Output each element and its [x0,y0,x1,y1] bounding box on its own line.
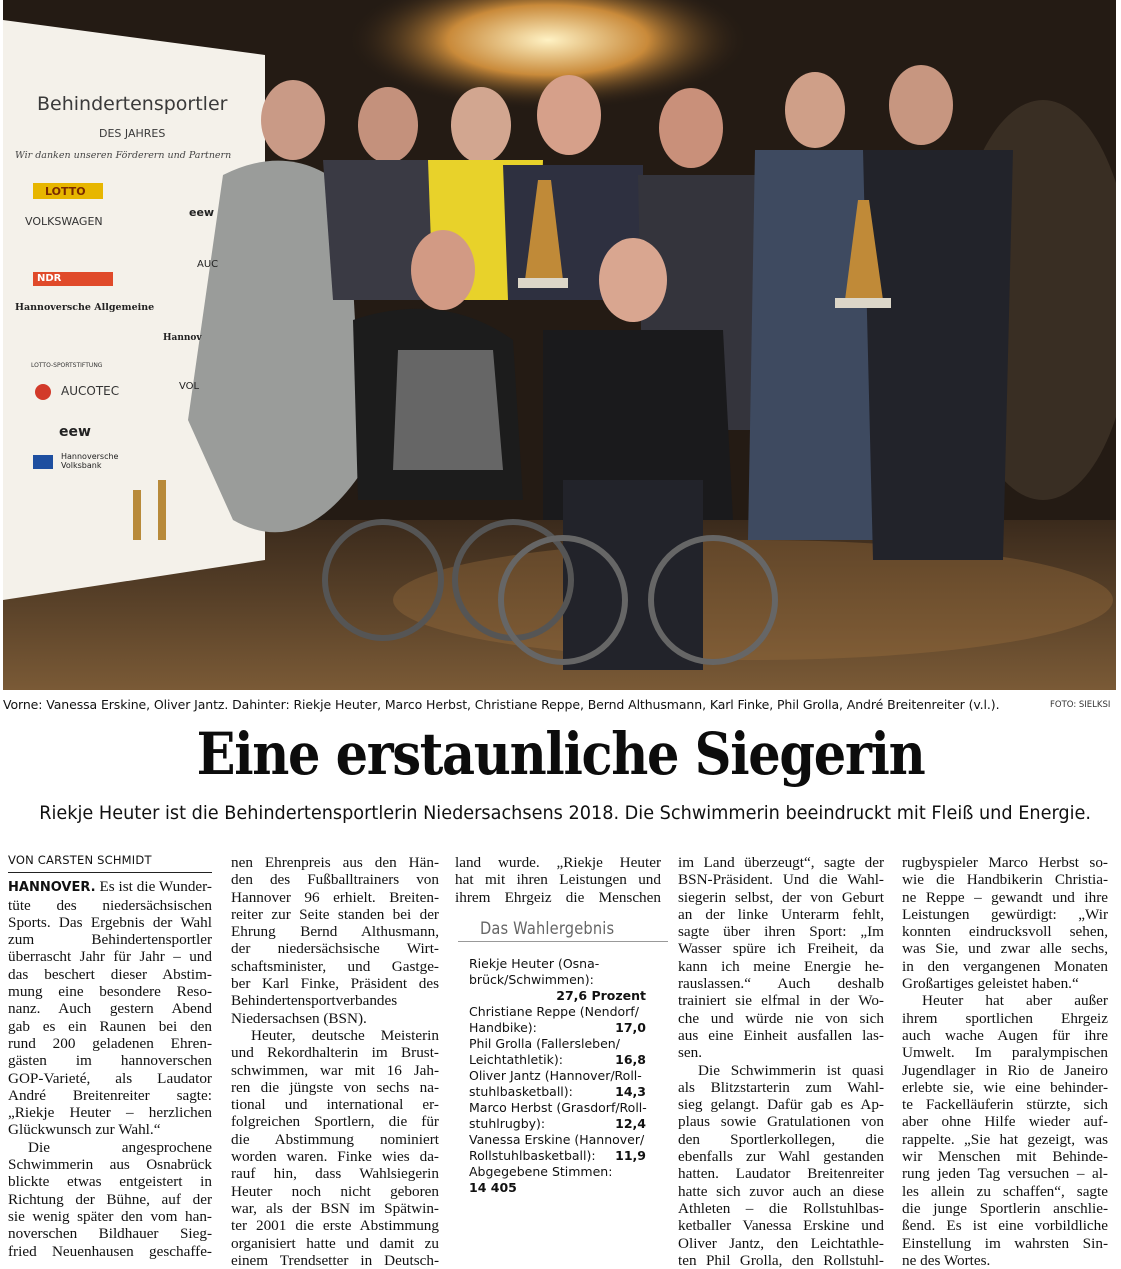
text-line: trainiert sie elfmal in der Wo- [678,992,884,1010]
text-line: folgreichen Sportlern, die für [231,1113,439,1131]
result-category: stuhlrugby): [469,1116,546,1131]
results-box [458,921,668,1196]
article-column-2 [231,854,439,1269]
text-line: nanz. Auch gestern Abend [8,1000,212,1018]
banner-subtitle: DES JAHRES [99,127,166,140]
text-line: überrascht Jahr für Jahr – und [8,948,212,966]
text-line: was Sie, und zwar alle sechs, [902,940,1108,958]
sponsor-logo-volksbank: Hannoversche Volksbank [61,452,119,470]
text-line: konnten eindrucksvoll sehen, [902,923,1108,941]
result-name-line: Oliver Jantz (Hannover/Roll- [469,1068,642,1083]
text-line: Jugendlager in Rio de Janeiro [902,1061,1108,1079]
byline-rule [8,872,212,873]
text-line: sie wenig später den vom han- [8,1207,212,1225]
text-line: blickte etwas entgeistert in [8,1173,212,1191]
sponsor-logo-eew: eew [59,424,91,440]
headline: Eine erstaunliche Siegerin [196,720,925,788]
text-line: Richtung der Bühne, auf der [8,1190,212,1208]
result-category: Handbike): [469,1020,537,1035]
sponsor-logo-hannov-right: Hannov [163,333,202,343]
votes-label: Abgegebene Stimmen: [469,1164,613,1179]
result-value: 27,6 Prozent [556,988,646,1003]
text-line: wie die Handbikerin Christia- [902,871,1108,889]
text-line: Großartiges geleistet haben.“ [902,975,1079,993]
text-line: den Sportlerkollegen, die [678,1130,884,1148]
sponsor-logo-vol-right: VOL [179,381,200,392]
text-line: ihrem Ehrgeiz die Menschen [455,888,661,906]
text-line: BSN-Präsident. Und die Wahl- [678,871,884,889]
text-line: siegerin selbst, der von Geburt [678,888,884,906]
text-line: rung jeden Tag versuchen – al- [902,1165,1108,1183]
sponsor-logo-aucotec: AUCOTEC [61,384,120,398]
result-category: brück/Schwimmen): [469,972,594,987]
text-line: sen. [678,1044,703,1062]
sponsor-logo-lotto: LOTTO [45,185,86,198]
result-name-line: Riekje Heuter (Osna- [469,956,600,971]
text-line: ketballer Vanessa Erskine und [678,1217,884,1235]
banner-tagline: Wir danken unseren Förderern und Partnern [15,150,232,161]
banner-title: Behindertensportler [37,93,228,115]
sponsor-logo-volkswagen: VOLKSWAGEN [25,215,103,228]
text-line: sieg gelangt. Dafür gab es Ap- [678,1096,884,1114]
text-line: Athleten – die Rollstuhlbas- [678,1199,884,1217]
subheadline: Riekje Heuter ist die Behindertensportlerin Niedersachsens 2018. Die Schwimmerin beeindruckt mit Fleiß und Energie. [39,802,1092,824]
result-name-line: Vanessa Erskine (Hannover/ [469,1132,645,1147]
text-line: Heuter noch nicht geboren [231,1182,439,1200]
text-line: Heuter, deutsche Meisterin [251,1026,439,1044]
text-line: gab es ein Raunen bei den [8,1017,212,1035]
text-line: ne des Wortes. [902,1251,991,1269]
votes-value: 14 405 [469,1180,517,1195]
result-detail-line [458,1116,668,1132]
text-line: an der linke Unterarm fehlt, [678,905,884,923]
text-line: Behindertensportverbandes [231,992,398,1010]
text-line: den des Fußballtrainers von [231,871,439,889]
text-line: Sports. Das Ergebnis der Wahl [8,913,212,931]
photo-credit: FOTO: SIELKSI [1050,700,1111,710]
text-line: Hannover 96 erhielt. Breiten- [231,888,439,906]
text-line: die Abstimmung nominiert [231,1130,439,1148]
text-line: hatten. Laudator Breitenreiter [678,1165,884,1183]
column-1-text [8,897,212,1260]
text-line: das beschert dieser Abstim- [8,965,212,983]
text-line: rauf hin, dass Wahlsiegerin [231,1165,439,1183]
text-line: Umwelt. Im paralympischen [902,1044,1108,1062]
text-line: ten Phil Grolla, den Rollstuhl- [678,1251,884,1269]
text-line: wir Menschen mit Behinde- [902,1148,1108,1166]
text-line: „Riekje Heuter – herzlichen [8,1104,212,1122]
column-4-text [678,854,884,1269]
text-line: Einstellung im wahrsten Sin- [902,1234,1108,1252]
result-value: 17,0 [615,1020,646,1035]
text-line: organisiert hatte und damit zu [231,1234,439,1252]
result-category: Leichtathletik): [469,1052,563,1067]
text-line: der niedersächsische Wirt- [231,940,439,958]
text-line: einem Trendsetter in Deutsch- [231,1251,439,1269]
text-line: die junge Sportlerin anschlie- [902,1199,1108,1217]
text-line: Heuter hat aber außer [922,992,1108,1010]
sponsor-logo-lotto-sportstiftung: LOTTO-SPORTSTIFTUNG [31,362,103,369]
photo-caption: Vorne: Vanessa Erskine, Oliver Jantz. Dahinter: Riekje Heuter, Marco Herbst, Christiane Reppe, Bernd Althusmann, Karl Finke, Phil Grolla, André Breitenreiter (v.l.). [3,697,1000,712]
text-line: ber Karl Finke, Präsident des [231,975,439,993]
column-5-text [902,854,1108,1269]
text-line: Schwimmerin aus Osnabrück [8,1156,212,1174]
result-value: 14,3 [615,1084,646,1099]
text-line: ne Reppe – gewandt und ihre [902,888,1108,906]
text-line: ren die jüngste von sechs na- [231,1078,439,1096]
column-3-text [455,854,661,906]
text-line: Die Schwimmerin ist quasi [698,1061,884,1079]
result-name-line: Phil Grolla (Fallersleben/ [469,1036,620,1051]
text-line: hat mit ihren Leistungen und [455,871,661,889]
sponsor-logo-ndr: NDR [37,273,62,284]
text-line: rauslassen.“ Auch deshalb [678,975,884,993]
text-line: erlebte sie, wie eine behinder- [902,1078,1108,1096]
article-column-5 [902,854,1108,1269]
text-line: war, als der BSN im Spätwin- [231,1199,439,1217]
text-line: Ehrung Bernd Althusmann, [231,923,439,941]
text-line: rund 200 geladenen Ehren- [8,1034,212,1052]
text-line: in den vergangenen Monaten [902,957,1108,975]
results-title: Das Wahlergebnis [480,919,615,939]
text-line: plaus sowie Gratulationen von [678,1113,884,1131]
text-line: les allein zu schaffen“, sagte [902,1182,1108,1200]
text-line: te Fackelläuferin stürzte, sich [902,1096,1108,1114]
text-line: André Breitenreiter sagte: [8,1086,212,1104]
article-column-3 [455,854,661,906]
results-list [458,956,668,1164]
result-detail-line [458,1052,668,1068]
sponsor-logo-eew-right: eew [189,206,215,219]
text-line: tüte des niedersächsischen [8,896,212,914]
text-line: reiter zur Seite standen bei der [231,905,439,923]
text-line: ter 2001 die erste Abstimmung [231,1217,439,1235]
text-line: als Blitzstarterin zum Wahl- [678,1078,884,1096]
column-2-text [231,854,439,1269]
text-line: auch wache Augen für ihre [902,1026,1108,1044]
text-line: che und würde nie von sich [678,1009,884,1027]
text-line: Wasser spüre ich Freiheit, da [678,940,884,958]
result-value: 16,8 [615,1052,646,1067]
text-line: schwimmen, war mit 16 Jah- [231,1061,439,1079]
result-value: 12,4 [615,1116,646,1131]
text-line: ihrem sportlichen Ehrgeiz [902,1009,1108,1027]
text-line: tional und international er- [231,1096,439,1114]
text-line: noverschen Bildhauer Sieg- [8,1225,212,1243]
result-name-line: Christiane Reppe (Nendorf/ [469,1004,639,1019]
text-line: aber ohne Hilfe wieder auf- [902,1113,1108,1131]
text-line: Leistungen gewürdigt: „Wir [902,905,1108,923]
text-line: nen Ehrenpreis aus den Hän- [231,854,439,871]
lead-line: HANNOVER. Es ist die Wunder- [8,878,212,896]
text-line: gästen im hannoverschen [8,1052,212,1070]
text-line: sagte über ihren Sport: „Im [678,923,884,941]
article-column-4 [678,854,884,1269]
text-line: zum Behindertensportler [8,931,212,949]
text-line: land wurde. „Riekje Heuter [455,854,661,871]
result-detail-line [458,1084,668,1100]
sponsor-logo-auc-right: AUC [197,259,219,270]
text-line: GOP-Varieté, als Laudator [8,1069,212,1087]
text-line: rappelte. „Sie hat gezeigt, was [902,1130,1108,1148]
text-line: Die angesprochene [28,1138,212,1156]
text-line: aus eine Einheit ausfallen las- [678,1026,884,1044]
text-line: mung eine besondere Reso- [8,983,212,1001]
text-line: hatte sich zuvor auch an diese [678,1182,884,1200]
result-value: 11,9 [615,1148,646,1163]
text-line: kann ich meine Energie he- [678,957,884,975]
text-line: schaftsminister, und Gastge- [231,957,439,975]
result-category: Rollstuhlbasketball): [469,1148,596,1163]
text-line: rugbyspieler Marco Herbst so- [902,854,1108,871]
sponsor-logo-haz: Hannoversche Allgemeine [15,302,155,313]
byline: VON CARSTEN SCHMIDT [8,853,152,867]
article-column-1 [8,852,212,1260]
results-rule [458,941,668,942]
text-line: Glückwunsch zur Wahl.“ [8,1121,161,1139]
text-line: ebenfalls zur Wahl gestanden [678,1148,884,1166]
result-detail-line [458,972,668,988]
result-name-line: Marco Herbst (Grasdorf/Roll- [469,1100,647,1115]
text-line: ßend. Es ist eine vorbildliche [902,1217,1108,1235]
text-line: Oliver Jantz, den Leichtathle- [678,1234,884,1252]
result-category: stuhlbasketball): [469,1084,573,1099]
text-line: Niedersachsen (BSN). [231,1009,367,1027]
text-line: im Land überzeugt“, sagte der [678,854,884,871]
result-detail-line [458,1148,668,1164]
dateline: HANNOVER. [8,880,96,896]
text-line: fried Neuenhausen geschaffe- [8,1242,212,1260]
text-line: und Rekordhalterin im Brust- [231,1044,439,1062]
text-line: worden waren. Finke wies da- [231,1148,439,1166]
result-detail-line [458,1020,668,1036]
article-photo [3,0,1116,690]
